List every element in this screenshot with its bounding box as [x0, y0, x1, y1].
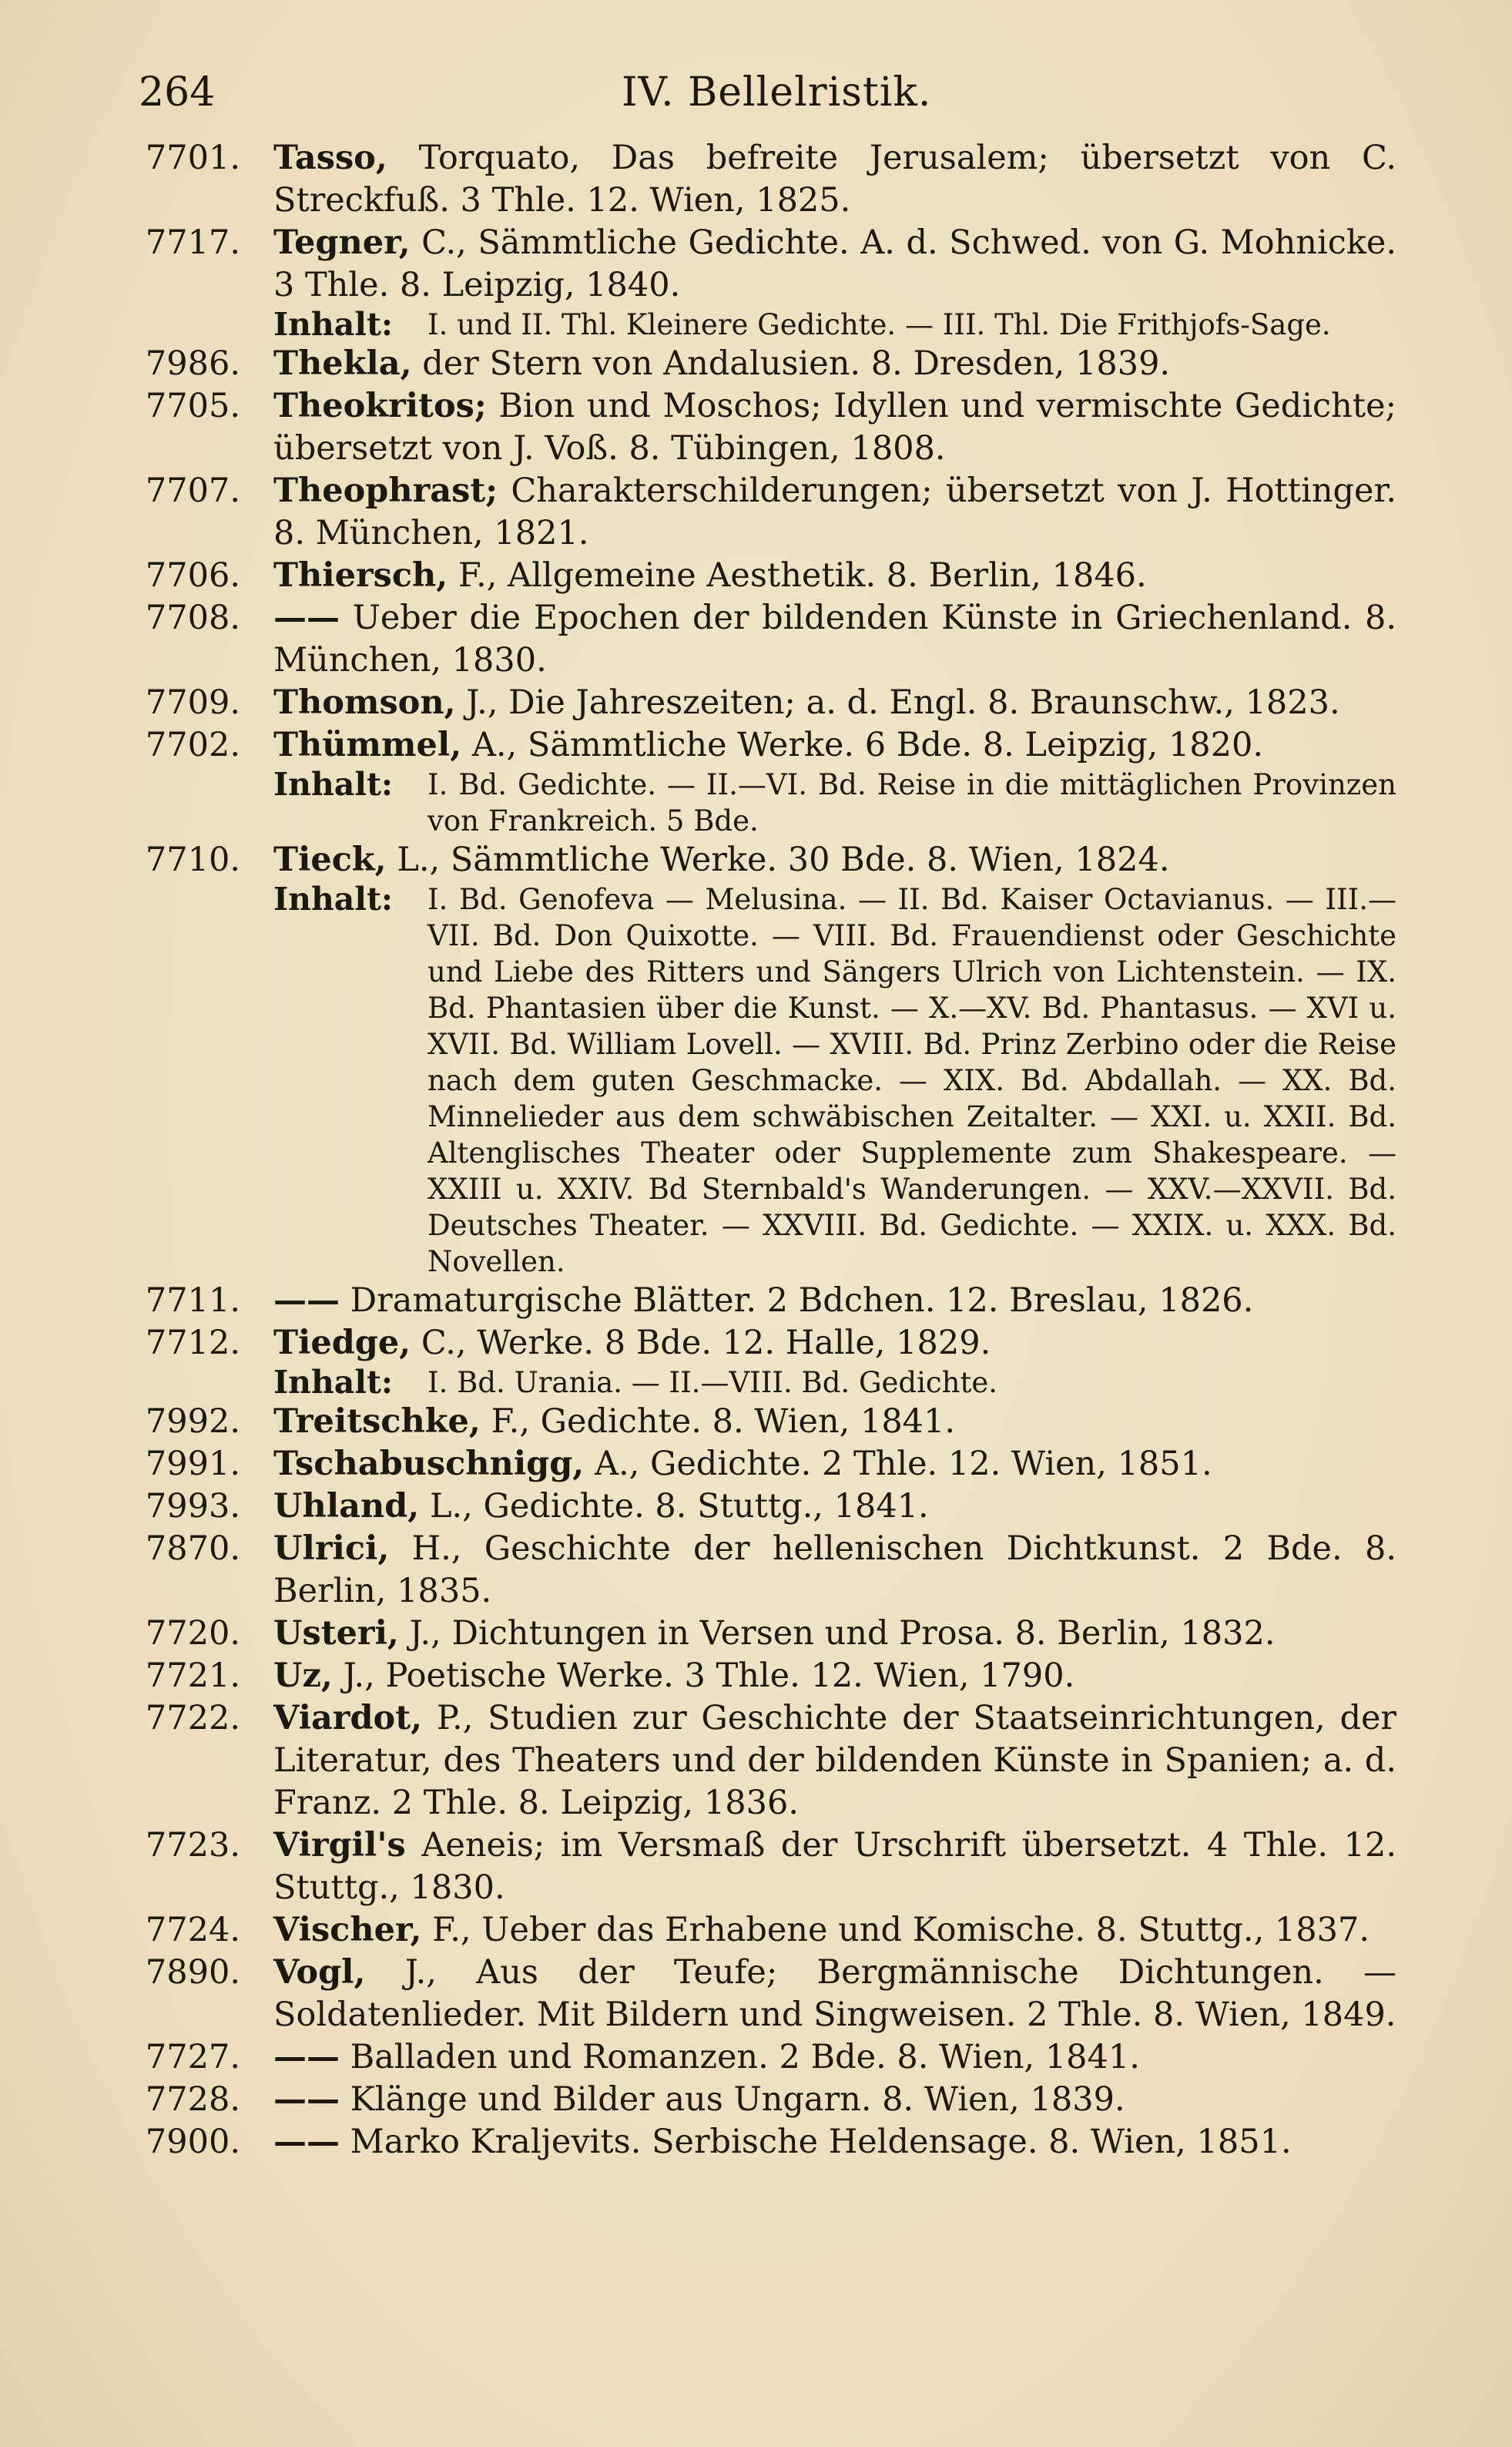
catalog-entry [139, 1322, 1396, 1401]
catalog-entry [139, 385, 1396, 470]
catalog-entry [139, 2121, 1396, 2163]
entry-number: 7705. [145, 387, 240, 425]
catalog-entry [139, 343, 1396, 385]
catalog-entry [139, 1697, 1396, 1824]
entry-number: 7870. [145, 1529, 240, 1568]
page-number: 264 [139, 69, 216, 116]
entry-contents [273, 881, 1396, 1280]
entry-author: Tasso, [273, 139, 387, 177]
page-header [139, 62, 1396, 123]
entry-number: 7728. [145, 2080, 240, 2119]
catalog-entry [139, 1613, 1396, 1655]
contents-text: I. Bd. Gedichte. — II.—VI. Bd. Reise in die mittäglichen Provinzen von Frankreich. 5 Bde. [427, 768, 1396, 837]
entry-number: 7710. [145, 841, 240, 879]
entry-number: 7992. [145, 1402, 240, 1441]
entry-number: 7706. [145, 556, 240, 595]
entry-contents [273, 307, 1396, 343]
catalog-entry-list [139, 137, 1396, 2163]
entry-author: Thomson, [273, 683, 456, 722]
entry-text: Marko Kraljevits. Serbische Heldensage. 8. Wien, 1851. [350, 2123, 1292, 2161]
entry-author: Thümmel, [273, 726, 462, 764]
entry-number: 7724. [145, 1911, 240, 1949]
contents-text: I. Bd. Genofeva — Melusina. — II. Bd. Kaiser Octavianus. — III.—VII. Bd. Don Quixotte. — VIII. Bd. Frauendienst oder Geschichte und Liebe des Ritters und Sängers Ulrich von Lichtenstein. — IX. Bd. Phantasien über die Kunst. — X.—XV. Bd. Phantasus. — XVI u. XVII. Bd. William Lovell. — XVIII. Bd. Prinz Zerbino oder die Reise nach dem guten Geschmacke. — XIX. Bd. Abdallah. — XX. Bd. Minnelieder aus dem schwäbischen Zeitalter. — XXI. u. XXII. Bd. Altenglisches Theater oder Supplemente zum Shakespeare. — XXIII u. XXIV. Bd Sternbald's Wanderungen. — XXV.—XXVII. Bd. Deutsches Theater. — XXVIII. Bd. Gedichte. — XXIX. u. XXX. Bd. Novellen. [427, 883, 1396, 1278]
contents-label: Inhalt: [273, 881, 394, 918]
catalog-entry [139, 137, 1396, 222]
entry-author: Ulrici, [273, 1529, 390, 1568]
entry-number: 7711. [145, 1281, 240, 1320]
entry-number: 7900. [145, 2123, 240, 2161]
catalog-entry [139, 470, 1396, 555]
entry-text: Charakterschilderungen; übersetzt von J. Hottinger. 8. München, 1821. [273, 472, 1396, 552]
entry-author: —— [273, 1281, 340, 1320]
entry-author: Viardot, [273, 1699, 423, 1737]
contents-label: Inhalt: [273, 306, 394, 343]
catalog-entry [139, 1952, 1396, 2036]
entry-number: 7702. [145, 726, 240, 764]
contents-label: Inhalt: [273, 766, 394, 803]
entry-author: Thekla, [273, 344, 412, 383]
entry-text: Balladen und Romanzen. 2 Bde. 8. Wien, 1841. [350, 2038, 1140, 2076]
entry-number: 7717. [145, 223, 240, 262]
contents-text: I. Bd. Urania. — II.—VIII. Bd. Gedichte. [427, 1366, 997, 1399]
catalog-entry [139, 839, 1396, 1280]
entry-text: Dramaturgische Blätter. 2 Bdchen. 12. Breslau, 1826. [350, 1281, 1254, 1320]
entry-author: —— [273, 599, 340, 637]
entry-text: Klänge und Bilder aus Ungarn. 8. Wien, 1839. [350, 2080, 1125, 2119]
catalog-entry [139, 724, 1396, 839]
entry-text: Aeneis; im Versmaß der Urschrift übersetzt. 4 Thle. 12. Stuttg., 1830. [273, 1826, 1397, 1907]
entry-number: 7712. [145, 1324, 240, 1362]
entry-text: P., Studien zur Geschichte der Staatseinrichtungen, der Literatur, des Theaters und der bildenden Künste in Spanien; a. d. Franz. 2 Thle. 8. Leipzig, 1836. [273, 1699, 1396, 1822]
entry-contents [273, 767, 1396, 839]
entry-text: L., Sämmtliche Werke. 30 Bde. 8. Wien, 1824. [397, 841, 1170, 879]
entry-text: Bion und Moschos; Idyllen und vermischte Gedichte; übersetzt von J. Voß. 8. Tübingen, 1808. [273, 387, 1397, 468]
entry-author: Vogl, [273, 1953, 366, 1992]
entry-author: Tegner, [273, 223, 411, 262]
entry-number: 7890. [145, 1953, 240, 1992]
entry-author: Theophrast; [273, 472, 498, 510]
entry-text: A., Gedichte. 2 Thle. 12. Wien, 1851. [594, 1445, 1212, 1483]
entry-text: A., Sämmtliche Werke. 6 Bde. 8. Leipzig, 1820. [471, 726, 1264, 764]
entry-number: 7993. [145, 1487, 240, 1526]
catalog-entry [139, 1401, 1396, 1443]
entry-text: J., Aus der Teufe; Bergmännische Dichtungen. — Soldatenlieder. Mit Bildern und Singweisen. 2 Thle. 8. Wien, 1849. [273, 1953, 1396, 2034]
entry-author: Treitschke, [273, 1402, 481, 1441]
entry-number: 7721. [145, 1657, 240, 1695]
entry-text: Ueber die Epochen der bildenden Künste in Griechenland. 8. München, 1830. [273, 599, 1396, 680]
entry-author: Uhland, [273, 1487, 420, 1526]
entry-author: —— [273, 2038, 340, 2076]
entry-text: J., Die Jahreszeiten; a. d. Engl. 8. Braunschw., 1823. [466, 683, 1340, 722]
entry-author: Tieck, [273, 841, 387, 879]
entry-number: 7720. [145, 1614, 240, 1653]
entry-text: der Stern von Andalusien. 8. Dresden, 1839. [422, 344, 1171, 383]
entry-number: 7709. [145, 683, 240, 722]
entry-number: 7708. [145, 599, 240, 637]
entry-text: Torquato, Das befreite Jerusalem; übersetzt von C. Streckfuß. 3 Thle. 12. Wien, 1825. [273, 139, 1397, 220]
entry-contents [273, 1364, 1396, 1401]
running-head: IV. Bellelristik. [622, 69, 932, 116]
entry-number: 7722. [145, 1699, 240, 1737]
entry-author: Tiedge, [273, 1324, 411, 1362]
entry-text: J., Dichtungen in Versen und Prosa. 8. Berlin, 1832. [409, 1614, 1276, 1653]
entry-text: F., Ueber das Erhabene und Komische. 8. Stuttg., 1837. [432, 1911, 1370, 1949]
entry-author: Theokritos; [273, 387, 487, 425]
entry-number: 7991. [145, 1445, 240, 1483]
catalog-entry [139, 222, 1396, 343]
entry-text: J., Poetische Werke. 3 Thle. 12. Wien, 1790. [343, 1657, 1075, 1695]
entry-author: Tschabuschnigg, [273, 1445, 585, 1483]
catalog-entry [139, 2079, 1396, 2121]
entry-text: L., Gedichte. 8. Stuttg., 1841. [429, 1487, 929, 1526]
catalog-entry [139, 2036, 1396, 2079]
entry-author: Thiersch, [273, 556, 448, 595]
entry-author: —— [273, 2080, 340, 2119]
entry-author: Virgil's [273, 1826, 406, 1865]
entry-number: 7986. [145, 344, 240, 383]
entry-text: C., Werke. 8 Bde. 12. Halle, 1829. [421, 1324, 991, 1362]
catalog-entry [139, 1443, 1396, 1485]
entry-author: Uz, [273, 1657, 333, 1695]
catalog-entry [139, 1824, 1396, 1909]
contents-text: I. und II. Thl. Kleinere Gedichte. — III. Thl. Die Frithjofs-Sage. [427, 308, 1331, 341]
entry-text: F., Gedichte. 8. Wien, 1841. [491, 1402, 956, 1441]
entry-author: Usteri, [273, 1614, 399, 1653]
entry-text: C., Sämmtliche Gedichte. A. d. Schwed. von G. Mohnicke. 3 Thle. 8. Leipzig, 1840. [273, 223, 1396, 304]
catalog-entry [139, 555, 1396, 597]
entry-author: Vischer, [273, 1911, 422, 1949]
entry-number: 7723. [145, 1826, 240, 1865]
catalog-entry [139, 597, 1396, 682]
entry-number: 7727. [145, 2038, 240, 2076]
catalog-entry [139, 1909, 1396, 1952]
contents-label: Inhalt: [273, 1364, 394, 1401]
entry-author: —— [273, 2123, 340, 2161]
catalog-entry [139, 682, 1396, 724]
entry-number: 7701. [145, 139, 240, 177]
catalog-entry [139, 1655, 1396, 1697]
catalog-entry [139, 1485, 1396, 1528]
entry-text: F., Allgemeine Aesthetik. 8. Berlin, 1846. [458, 556, 1147, 595]
entry-number: 7707. [145, 472, 240, 510]
catalog-entry [139, 1528, 1396, 1613]
catalog-entry [139, 1280, 1396, 1322]
entry-text: H., Geschichte der hellenischen Dichtkunst. 2 Bde. 8. Berlin, 1835. [273, 1529, 1396, 1610]
